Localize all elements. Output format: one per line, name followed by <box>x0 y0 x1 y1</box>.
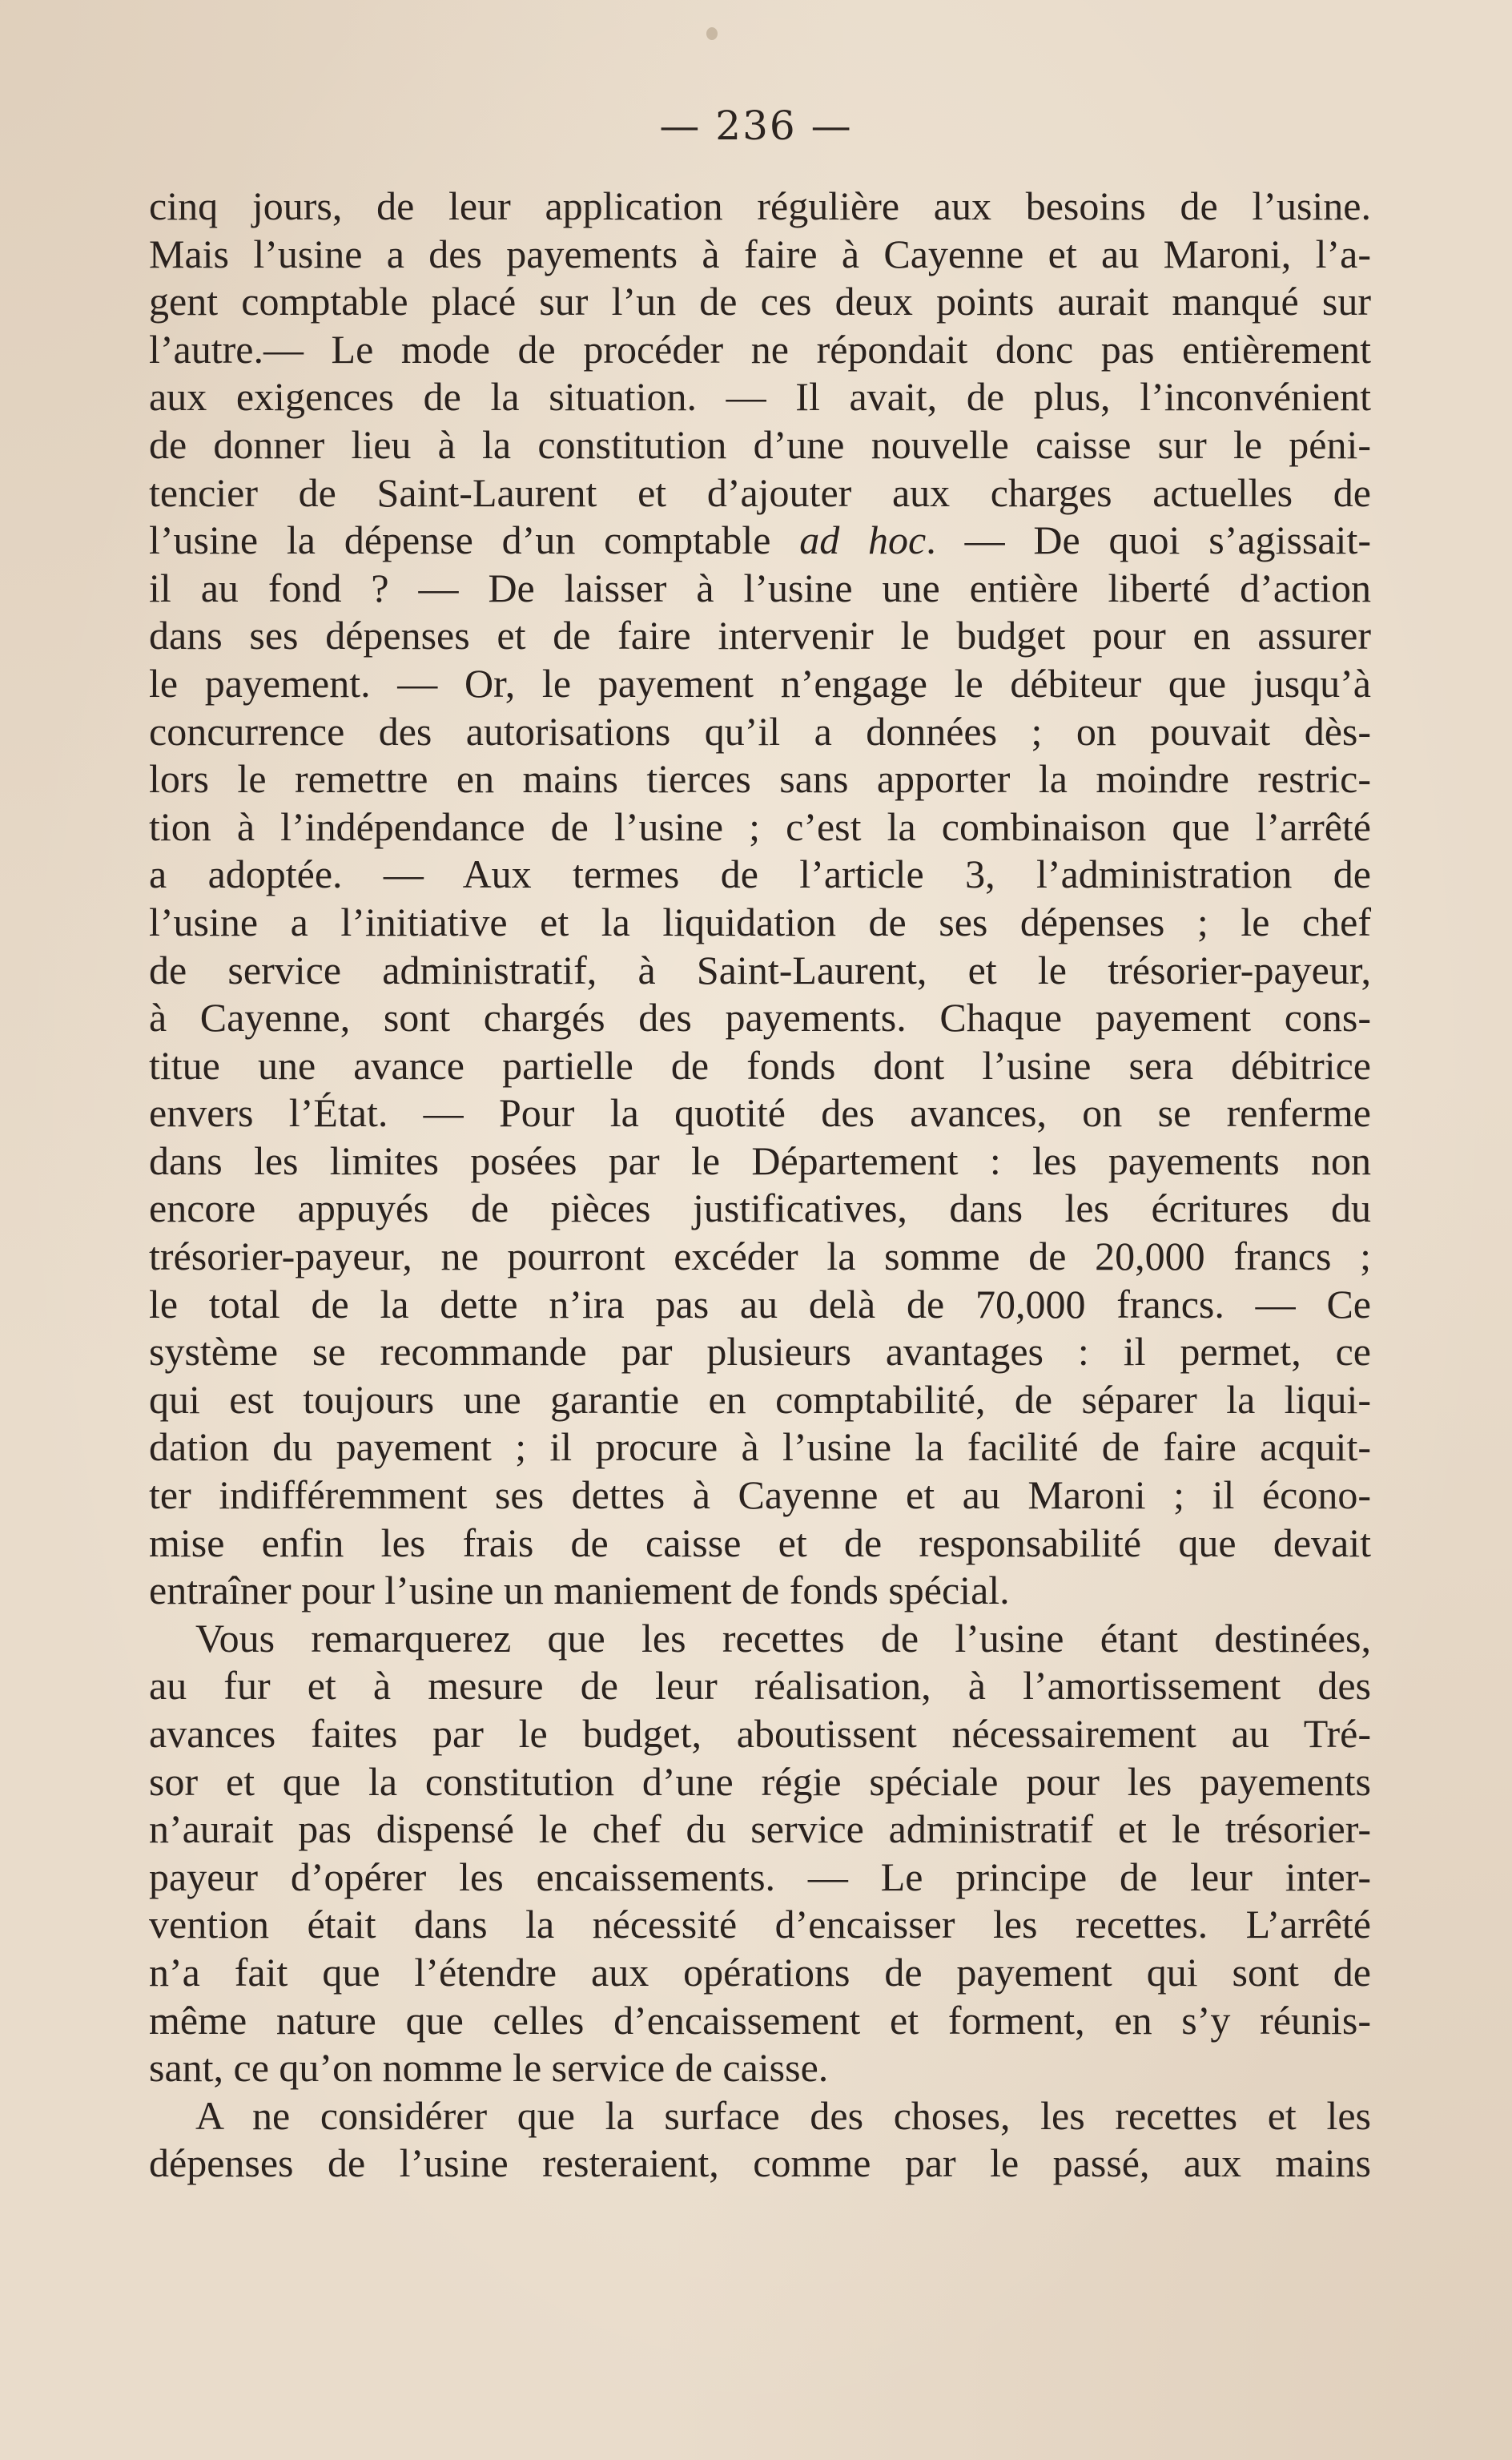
text-line: le payement. — Or, le payement n’engage le débiteur que jusqu’à <box>149 660 1371 706</box>
text-line: n’a fait que l’étendre aux opérations de payement qui sont de <box>149 1949 1371 1995</box>
text-line: mise enfin les frais de caisse et de responsabilité que devait <box>149 1520 1371 1565</box>
text-line: n’aurait pas dispensé le chef du service administratif et le trésorier- <box>149 1806 1371 1852</box>
text-line: trésorier-payeur, ne pourront excéder la somme de 20,000 francs ; <box>149 1234 1371 1279</box>
paragraph <box>149 183 1371 1615</box>
text-line: le total de la dette n’ira pas au delà de 70,000 francs. — Ce <box>149 1281 1371 1327</box>
paper-speck <box>706 27 718 40</box>
text-line: système se recommande par plusieurs avantages : il permet, ce <box>149 1329 1371 1375</box>
italic-phrase: ad hoc <box>799 517 927 563</box>
text-line: de donner lieu à la constitution d’une nouvelle caisse sur le péni- <box>149 421 1371 467</box>
text-line: tencier de Saint-Laurent et d’ajouter aux charges actuelles de <box>149 469 1371 515</box>
page-number: — 236 — <box>659 103 853 149</box>
text-line: gent comptable placé sur l’un de ces deux points aurait manqué sur <box>149 279 1371 324</box>
text-line: aux exigences de la situation. — Il avait, de plus, l’inconvénient <box>149 374 1371 420</box>
text-line: ter indifféremment ses dettes à Cayenne et au Maroni ; il écono- <box>149 1472 1371 1518</box>
text-line: A ne considérer que la surface des choses, les recettes et les <box>195 2092 1371 2138</box>
paragraph <box>149 2092 1371 2188</box>
text-line: il au fond ? — De laisser à l’usine une entière liberté d’action <box>149 565 1371 610</box>
text-line: cinq jours, de leur application régulière aux besoins de l’usine. <box>149 183 1371 228</box>
text-line: l’autre.— Le mode de procéder ne répondait donc pas entièrement <box>149 326 1371 372</box>
text-line: même nature que celles d’encaissement et forment, en s’y réunis- <box>149 1997 1371 2043</box>
text-line: tion à l’indépendance de l’usine ; c’est la combinaison que l’arrêté <box>149 803 1371 849</box>
body-text <box>149 183 1371 2188</box>
text-line: entraîner pour l’usine un maniement de fonds spécial. <box>149 1568 1010 1613</box>
text-line: vention était dans la nécessité d’encaisser les recettes. L’arrêté <box>149 1902 1371 1947</box>
text-line: au fur et à mesure de leur réalisation, à l’amortissement des <box>149 1663 1371 1709</box>
text-line: encore appuyés de pièces justificatives, dans les écritures du <box>149 1186 1371 1231</box>
text-line: l’usine a l’initiative et la liquidation de ses dépenses ; le chef <box>149 899 1371 944</box>
text-line: sor et que la constitution d’une régie spéciale pour les payements <box>149 1758 1371 1804</box>
text-line: payeur d’opérer les encaissements. — Le principe de leur inter- <box>149 1854 1371 1899</box>
text-line: à Cayenne, sont chargés des payements. Chaque payement cons- <box>149 995 1371 1041</box>
text-line: concurrence des autorisations qu’il a données ; on pouvait dès- <box>149 708 1371 754</box>
text-line: Mais l’usine a des payements à faire à Cayenne et au Maroni, l’a- <box>149 231 1371 276</box>
text-line: qui est toujours une garantie en comptabilité, de séparer la liqui- <box>149 1376 1371 1422</box>
paragraph <box>149 1615 1371 2092</box>
text-line: envers l’État. — Pour la quotité des avances, on se renferme <box>149 1090 1371 1136</box>
text-line: Vous remarquerez que les recettes de l’usine étant destinées, <box>195 1615 1371 1661</box>
text-line: lors le remettre en mains tierces sans apporter la moindre restric- <box>149 756 1371 802</box>
text-line: sant, ce qu’on nomme le service de caisse. <box>149 2045 829 2091</box>
text-line: dation du payement ; il procure à l’usine la facilité de faire acquit- <box>149 1424 1371 1470</box>
text-line: dans les limites posées par le Département : les payements non <box>149 1137 1371 1183</box>
text-line: titue une avance partielle de fonds dont l’usine sera débitrice <box>149 1042 1371 1088</box>
text-line: de service administratif, à Saint-Laurent, et le trésorier-payeur, <box>149 947 1371 992</box>
text-line: l’usine la dépense d’un comptable ad hoc. — De quoi s’agissait- <box>149 517 1371 563</box>
text-line: dépenses de l’usine resteraient, comme par le passé, aux mains <box>149 2140 1371 2186</box>
text-line: a adoptée. — Aux termes de l’article 3, l’administration de <box>149 852 1371 897</box>
text-line: avances faites par le budget, aboutissent nécessairement au Tré- <box>149 1711 1371 1756</box>
text-line: dans ses dépenses et de faire intervenir le budget pour en assurer <box>149 613 1371 658</box>
